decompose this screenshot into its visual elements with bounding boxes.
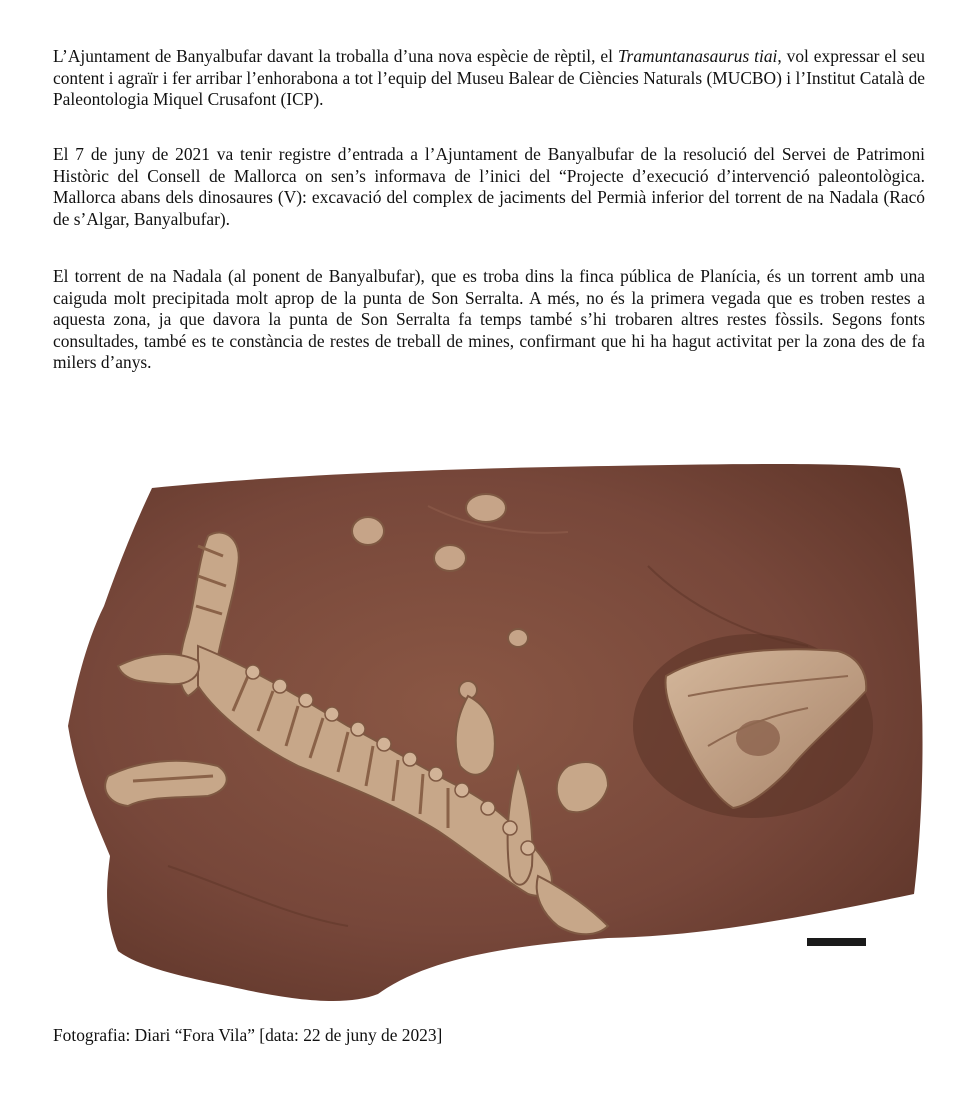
species-name: Tramuntanasaurus tiai <box>617 46 778 66</box>
isolated-bone <box>466 494 506 522</box>
paragraph-1 <box>53 46 925 111</box>
paragraph-2: El 7 de juny de 2021 va tenir registre d’entrada a l’Ajuntament de Banyalbufar de la resolució del Servei de Patrimoni Històric del Consell de Mallorca on sen’s informava de l’inici del “Projecte d’execució d’intervenció paleontològica. Mallorca abans dels dinosaures (V): excavació del complex de jaciments del Permià inferior del torrent de na Nadala (Racó de s’Algar, Banyalbufar). <box>53 144 925 229</box>
skull-orbit <box>736 720 780 756</box>
isolated-bone <box>352 517 384 545</box>
isolated-bone <box>508 629 528 647</box>
p1-text-before: L’Ajuntament de Banyalbufar davant la troballa d’una nova espècie de rèptil, el <box>53 46 618 66</box>
p1-text-after: , vol expressar el seu content i agraïr i fer arribar l’enhorabona a tot l’equip del Museu Balear de Ciències Naturals (MUCBO) i l’Institut Català de Paleontologia Miquel Crusafont (ICP). <box>53 46 926 109</box>
photo-caption: Fotografia: Diari “Fora Vila” [data: 22 de juny de 2023] <box>53 1025 443 1045</box>
isolated-bone <box>434 545 466 571</box>
paragraph-3: El torrent de na Nadala (al ponent de Banyalbufar), que es troba dins la finca pública de Planícia, és un torrent amb una caiguda molt precipitada molt aprop de la punta de Son Serralta. A més, no és la primera vegada que es troben restes a aquesta zona, ja que davora la punta de Son Serralta fa temps també s’hi trobaren altres restes fòssils. Segons fonts consultades, també es te constància de restes de treball de mines, confirmant que hi ha hagut activitat per la zona des de fa milers d’anys. <box>53 266 925 372</box>
scale-bar <box>807 938 866 946</box>
fossil-photo <box>48 446 928 1011</box>
